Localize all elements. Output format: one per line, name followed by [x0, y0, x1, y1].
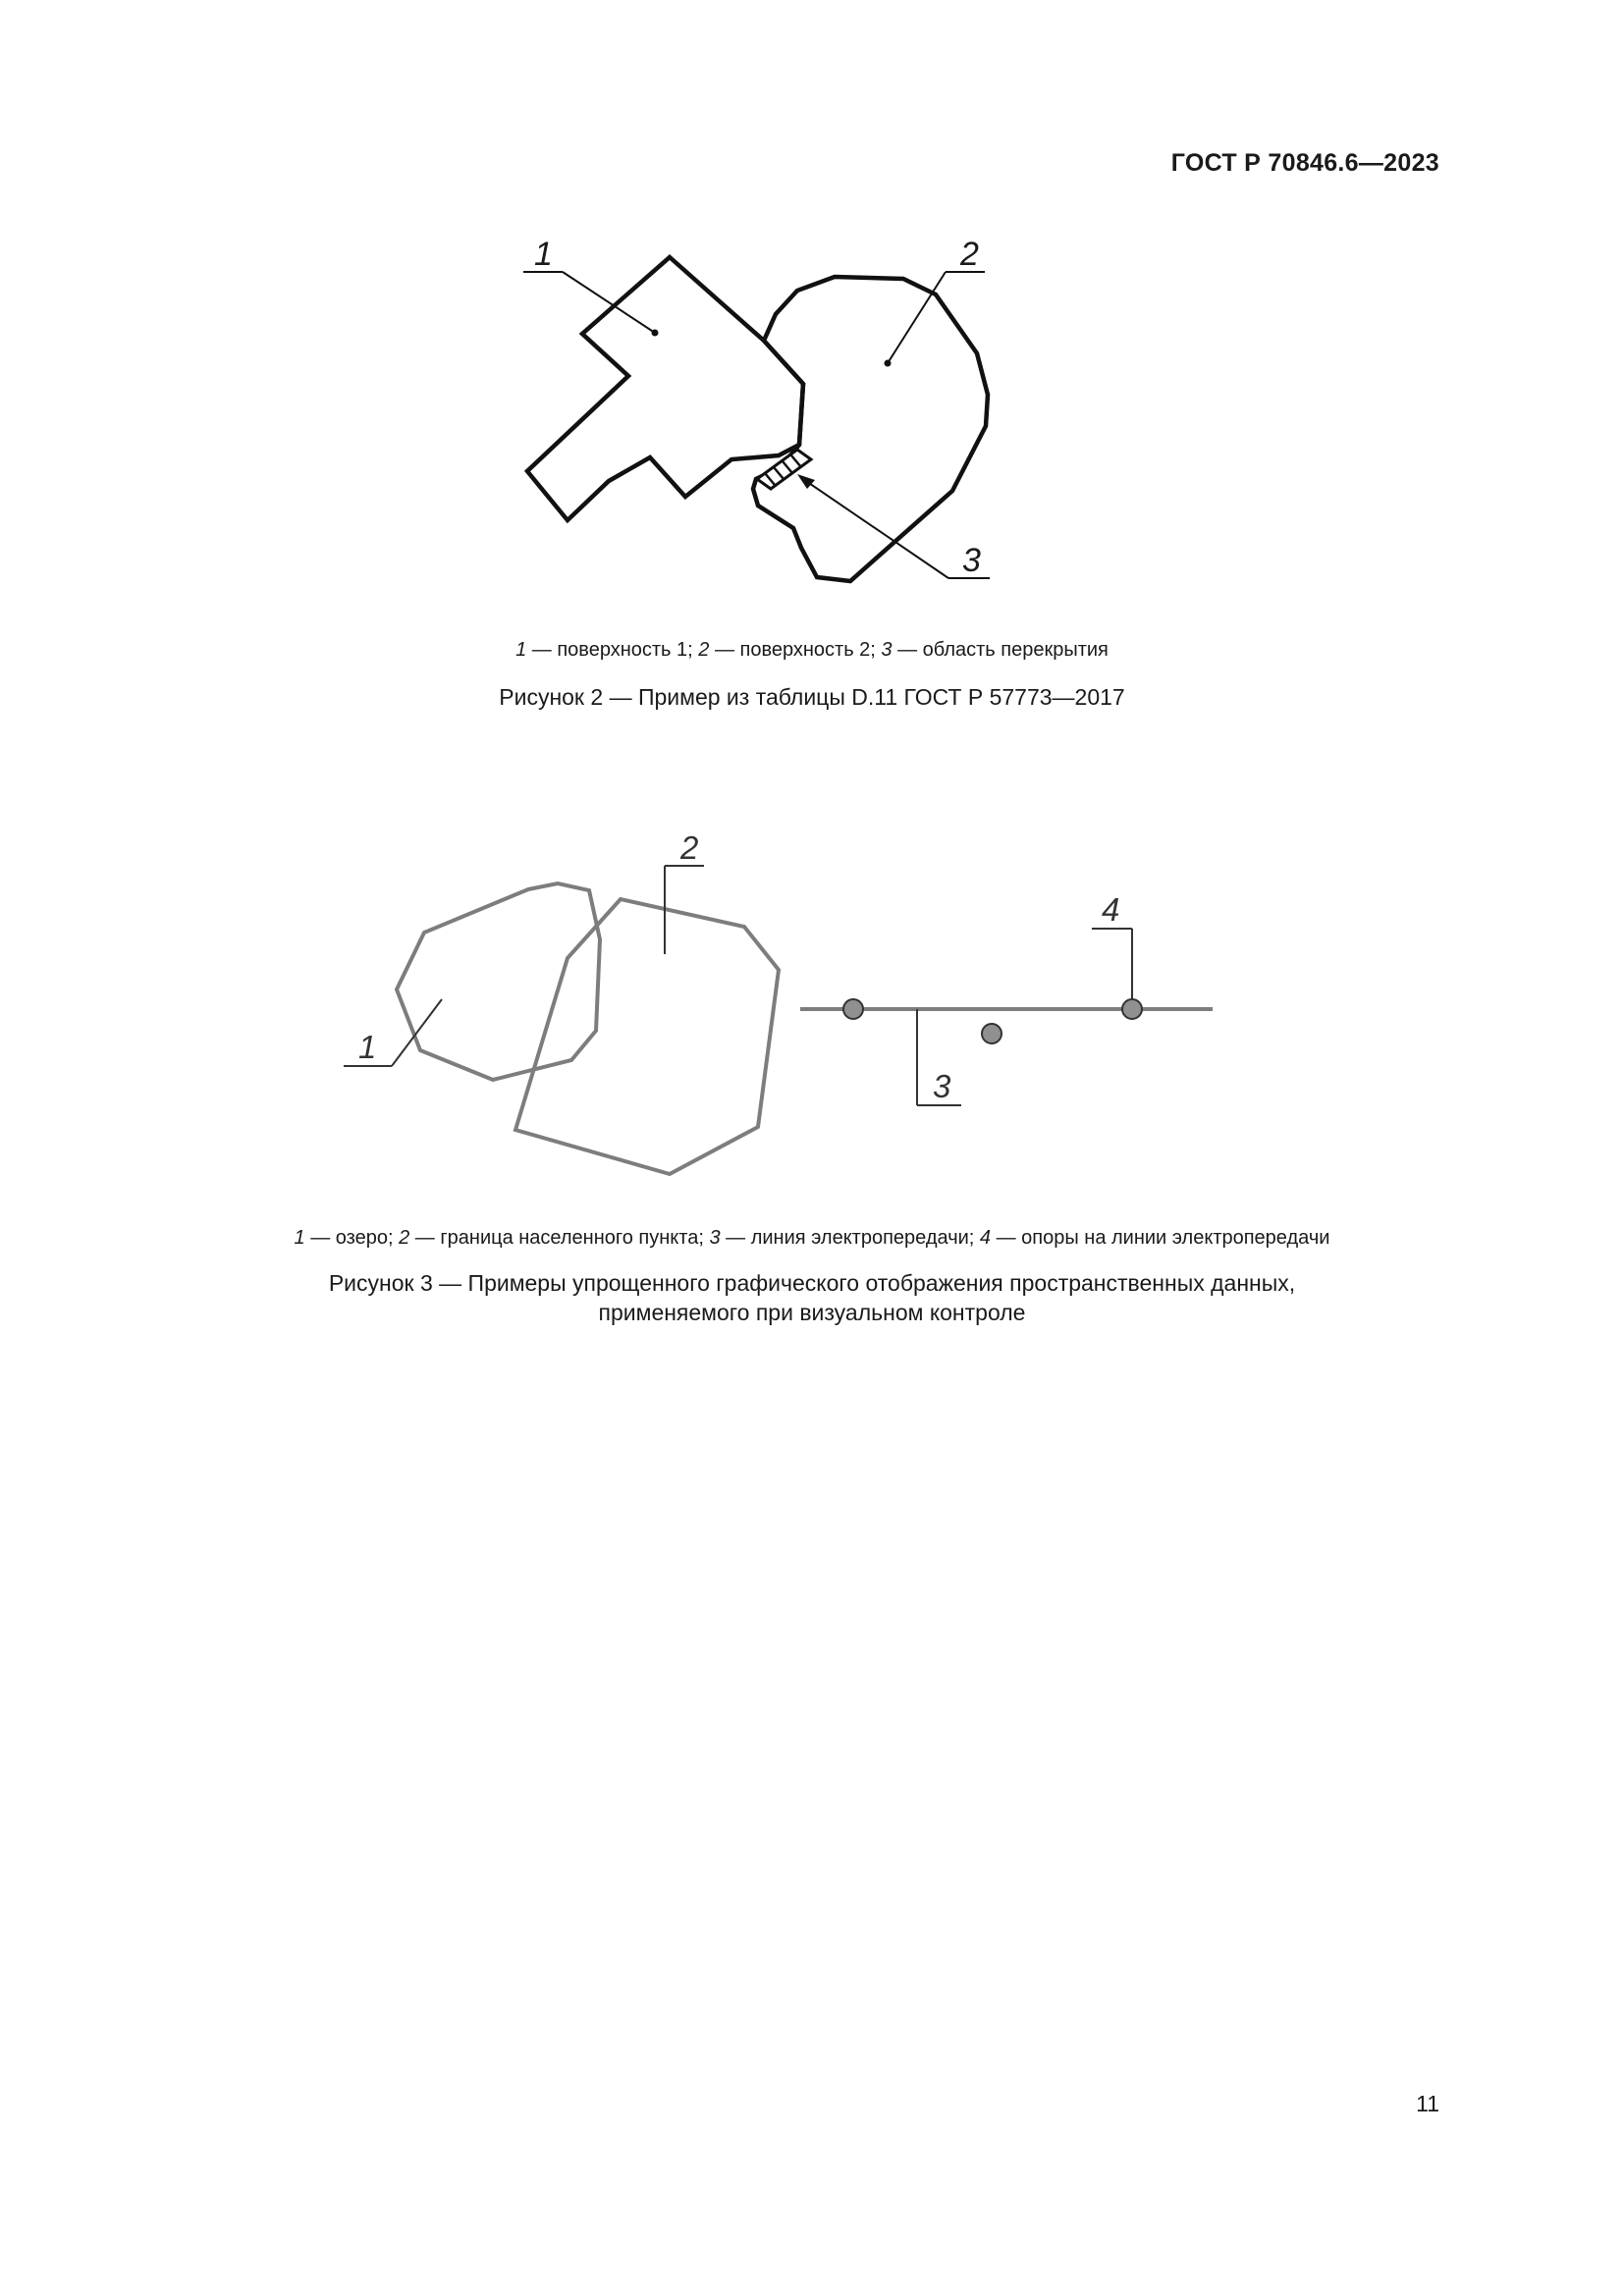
- figure-3-drawing: [0, 825, 1624, 1198]
- callout-2: [885, 236, 986, 367]
- figure-3-caption: [0, 1268, 1624, 1327]
- figure-3-svg: [0, 825, 1624, 1198]
- figure-2-drawing: [0, 236, 1624, 589]
- callout-3: [917, 1009, 961, 1105]
- power-line-support: [982, 1024, 1001, 1043]
- surface-2-polygon: [753, 277, 988, 581]
- figure-2-label-3: 3: [962, 542, 981, 579]
- figure-3-label-1: 1: [358, 1029, 377, 1065]
- settlement-boundary-polygon: [515, 899, 779, 1174]
- figure-2-caption: Рисунок 2 — Пример из таблицы D.11 ГОСТ Р 57773—2017: [499, 684, 1125, 710]
- figure-2-label-2: 2: [960, 236, 979, 273]
- callout-2: [665, 829, 704, 954]
- figure-3-caption-line-1: Рисунок 3 — Примеры упрощенного графического отображения пространственных данных,: [328, 1270, 1296, 1296]
- figure-3-label-4: 4: [1102, 891, 1120, 928]
- figure-3-caption-line-2: применяемого при визуальном контроле: [598, 1300, 1026, 1325]
- figure-3-legend: 1 — озеро; 2 — граница населенного пункта; 3 — линия электропередачи; 4 — опоры на линии электропередачи: [294, 1227, 1330, 1249]
- document-code: ГОСТ Р 70846.6—2023: [1170, 149, 1439, 177]
- callout-3: [797, 474, 990, 579]
- figure-2-legend: 1 — поверхность 1; 2 — поверхность 2; 3 — область перекрытия: [515, 639, 1109, 661]
- callout-4: [1092, 891, 1132, 999]
- callout-1: [344, 999, 442, 1066]
- figure-2-svg: [0, 236, 1624, 589]
- page-number: 11: [1416, 2091, 1439, 2116]
- figure-2-label-1: 1: [534, 236, 553, 273]
- figure-3-label-2: 2: [680, 829, 699, 866]
- lake-polygon: [397, 883, 600, 1080]
- power-line-support: [1122, 999, 1142, 1019]
- power-line-support: [843, 999, 863, 1019]
- figure-3-label-3: 3: [933, 1068, 951, 1104]
